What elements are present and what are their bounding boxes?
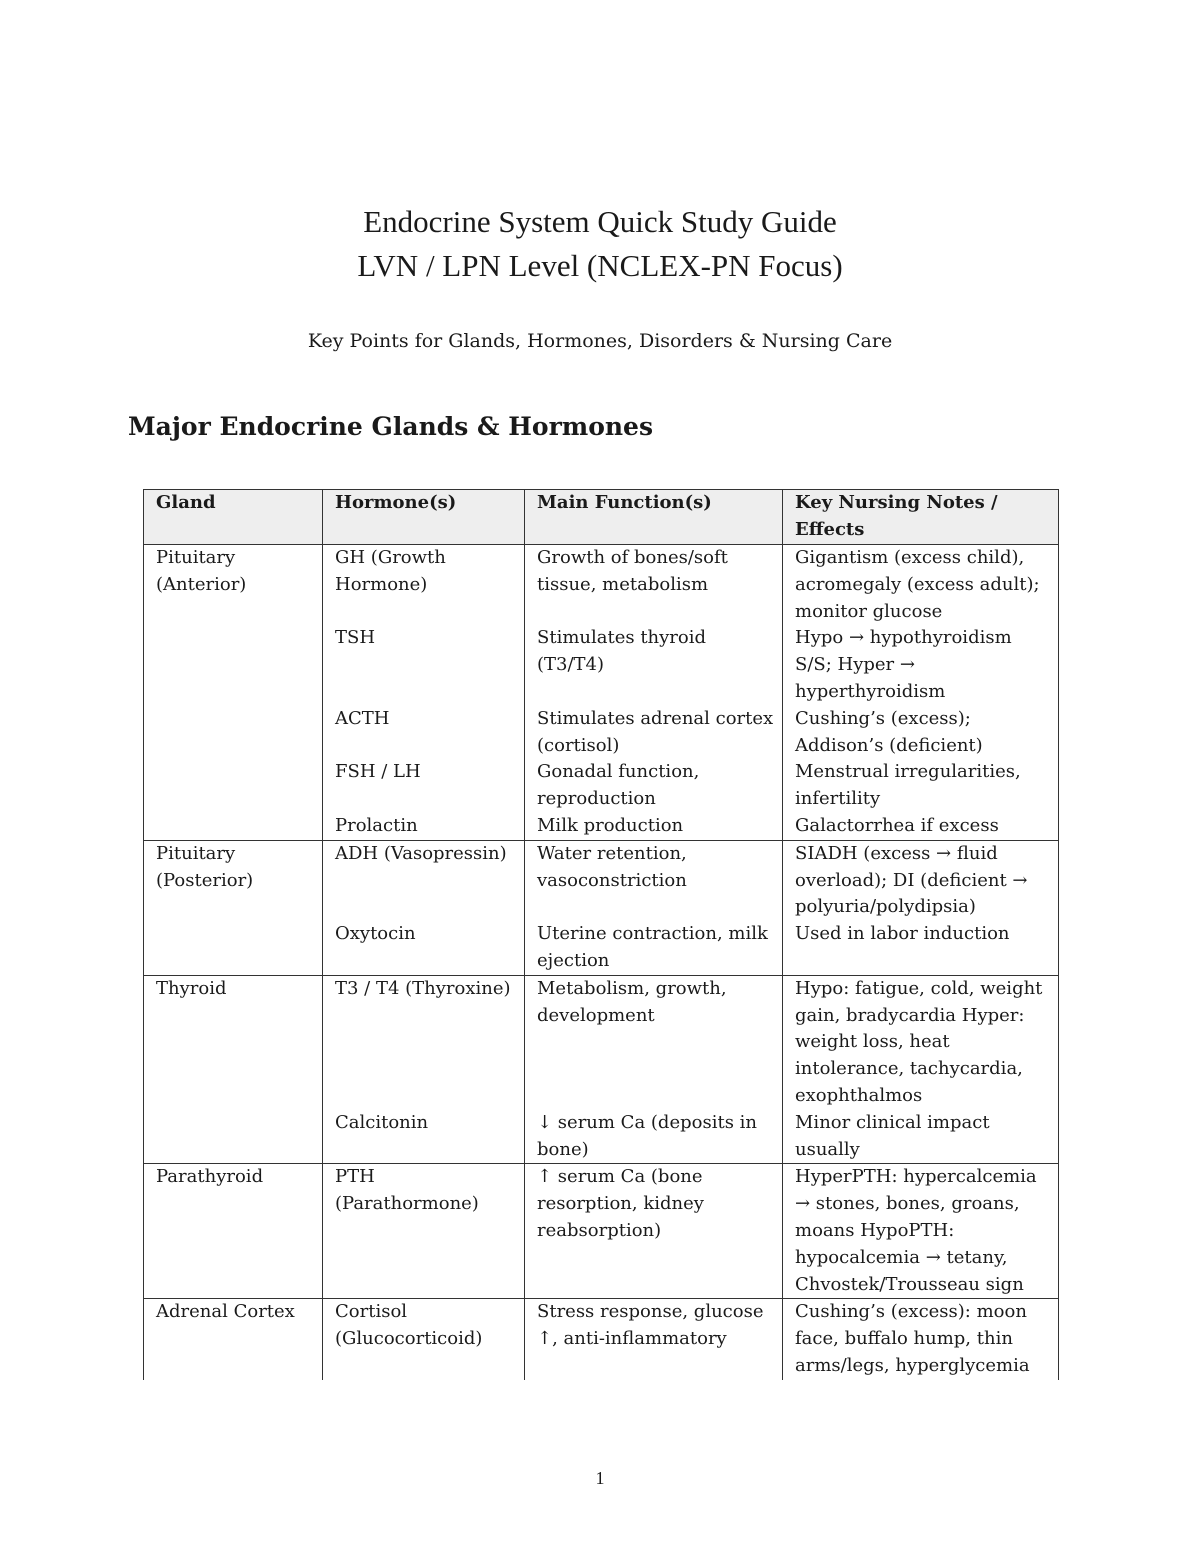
cell-function: ↓ serum Ca (deposits in bone) (525, 1110, 783, 1164)
cell-gland (144, 813, 323, 840)
cell-hormone: PTH (Parathormone) (323, 1164, 525, 1299)
cell-notes: Cushing’s (excess); Addison’s (deficient) (783, 706, 1059, 760)
table-row (144, 975, 1059, 1109)
cell-notes: Used in labor induction (783, 921, 1059, 975)
cell-hormone: Prolactin (323, 813, 525, 840)
cell-function: Stimulates thyroid (T3/T4) (525, 625, 783, 705)
cell-function: ↑ serum Ca (bone resorption, kidney reabsorption) (525, 1164, 783, 1299)
page-number: 1 (595, 1468, 605, 1488)
cell-gland: Pituitary (Posterior) (144, 840, 323, 921)
cell-notes: Hypo: fatigue, cold, weight gain, bradycardia Hyper: weight loss, heat intolerance, tachycardia, exophthalmos (783, 975, 1059, 1109)
cell-function: Uterine contraction, milk ejection (525, 921, 783, 975)
glands-hormones-table (143, 489, 1059, 1380)
table-row (144, 1110, 1059, 1164)
cell-gland: Parathyroid (144, 1164, 323, 1299)
cell-hormone: Calcitonin (323, 1110, 525, 1164)
cell-notes: Minor clinical impact usually (783, 1110, 1059, 1164)
cell-function: Growth of bones/soft tissue, metabolism (525, 545, 783, 626)
table-row (144, 1299, 1059, 1380)
cell-notes: Menstrual irregularities, infertility (783, 759, 1059, 813)
cell-function: Stress response, glucose ↑, anti-inflammatory (525, 1299, 783, 1380)
cell-gland (144, 921, 323, 975)
cell-hormone: FSH / LH (323, 759, 525, 813)
header-nursing-notes: Key Nursing Notes / Effects (783, 490, 1059, 545)
cell-hormone: Oxytocin (323, 921, 525, 975)
cell-gland (144, 625, 323, 705)
section-heading: Major Endocrine Glands & Hormones (128, 412, 654, 441)
cell-hormone: T3 / T4 (Thyroxine) (323, 975, 525, 1109)
cell-hormone: Cortisol (Glucocorticoid) (323, 1299, 525, 1380)
cell-notes: HyperPTH: hypercalcemia → stones, bones, groans, moans HypoPTH: hypocalcemia → tetany, Chvostek/Trousseau sign (783, 1164, 1059, 1299)
cell-gland: Thyroid (144, 975, 323, 1109)
header-gland: Gland (144, 490, 323, 545)
cell-function: Milk production (525, 813, 783, 840)
cell-notes: Cushing’s (excess): moon face, buffalo hump, thin arms/legs, hyperglycemia (783, 1299, 1059, 1380)
document-title-level: LVN / LPN Level (NCLEX-PN Focus) (357, 248, 843, 283)
cell-function: Water retention, vasoconstriction (525, 840, 783, 921)
cell-gland (144, 706, 323, 760)
cell-hormone: GH (Growth Hormone) (323, 545, 525, 626)
cell-hormone: TSH (323, 625, 525, 705)
cell-gland (144, 1110, 323, 1164)
cell-function: Metabolism, growth, development (525, 975, 783, 1109)
table-row (144, 1164, 1059, 1299)
cell-gland: Adrenal Cortex (144, 1299, 323, 1380)
cell-notes: Gigantism (excess child), acromegaly (excess adult); monitor glucose (783, 545, 1059, 626)
cell-notes: SIADH (excess → fluid overload); DI (deficient → polyuria/polydipsia) (783, 840, 1059, 921)
cell-function: Stimulates adrenal cortex (cortisol) (525, 706, 783, 760)
cell-function: Gonadal function, reproduction (525, 759, 783, 813)
document-title: Endocrine System Quick Study Guide (363, 204, 837, 239)
table-row (144, 625, 1059, 705)
cell-notes: Hypo → hypothyroidism S/S; Hyper → hyperthyroidism (783, 625, 1059, 705)
table-row (144, 759, 1059, 813)
cell-hormone: ACTH (323, 706, 525, 760)
cell-notes: Galactorrhea if excess (783, 813, 1059, 840)
cell-hormone: ADH (Vasopressin) (323, 840, 525, 921)
table-row (144, 840, 1059, 921)
table-row (144, 545, 1059, 626)
document-subtitle: Key Points for Glands, Hormones, Disorders & Nursing Care (307, 330, 893, 352)
table-header-row (144, 490, 1059, 545)
cell-gland (144, 759, 323, 813)
table-row (144, 813, 1059, 840)
table-row (144, 921, 1059, 975)
header-hormones: Hormone(s) (323, 490, 525, 545)
cell-gland: Pituitary (Anterior) (144, 545, 323, 626)
header-main-functions: Main Function(s) (525, 490, 783, 545)
table-row (144, 706, 1059, 760)
